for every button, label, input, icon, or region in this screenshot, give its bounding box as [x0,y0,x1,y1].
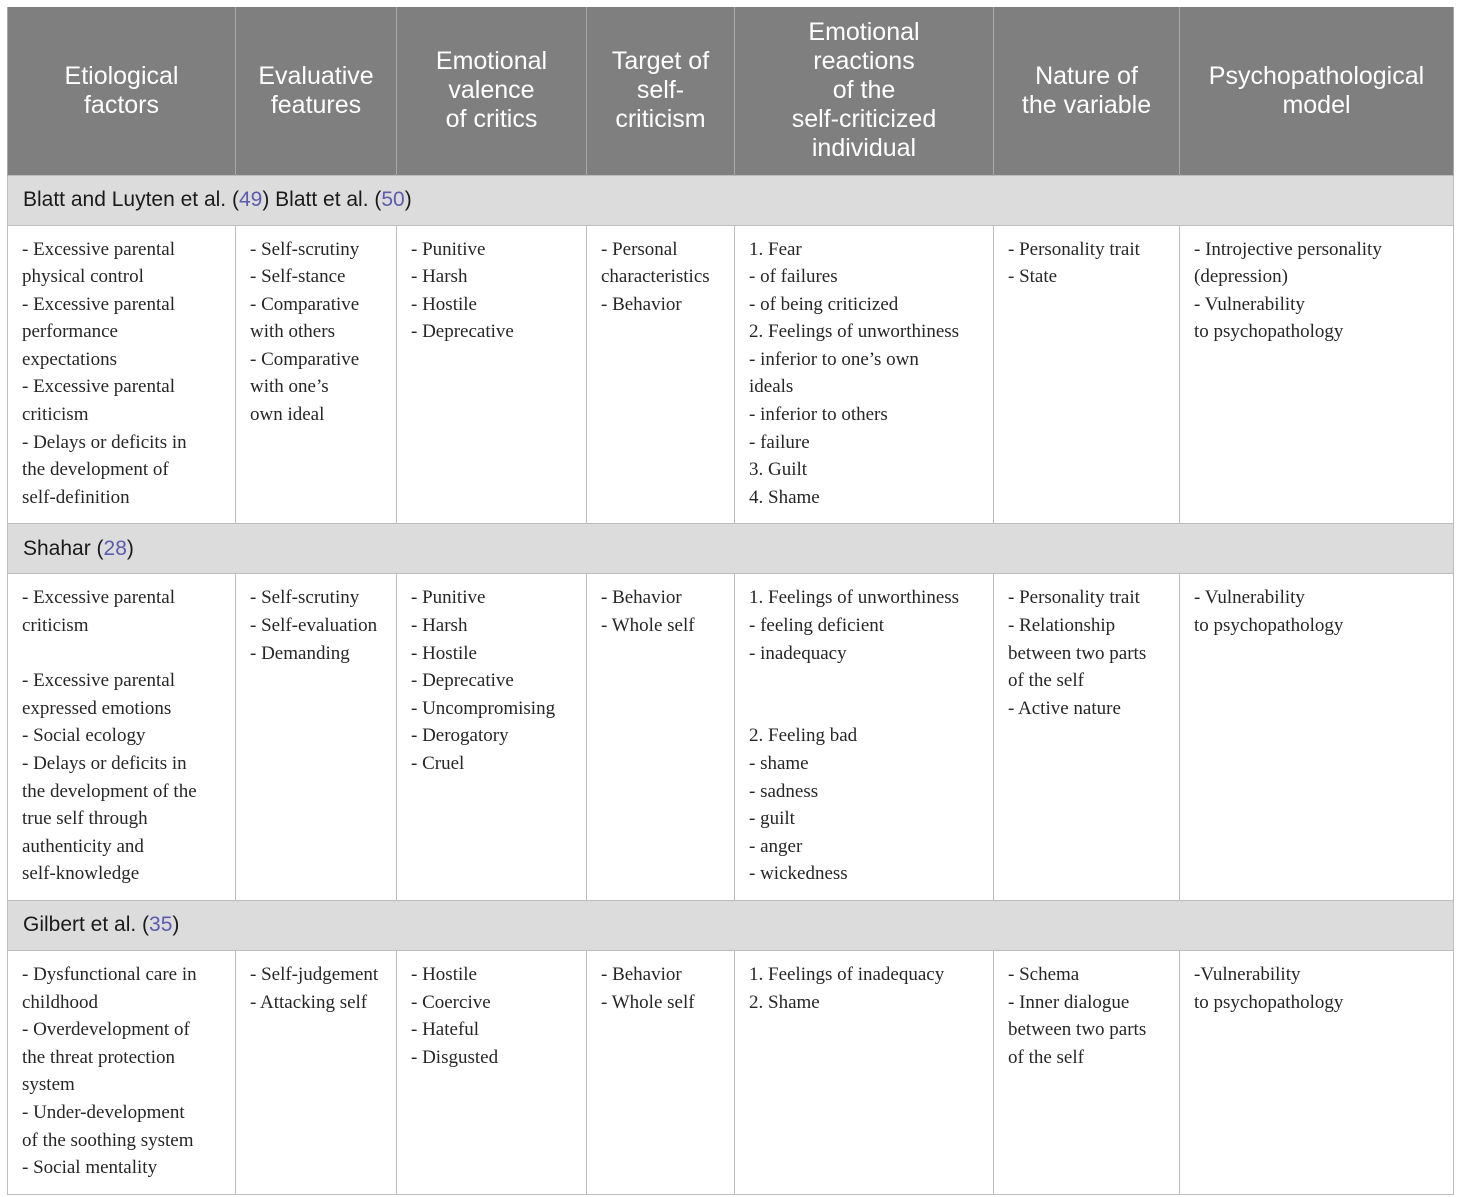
cell-line: - Behavior [601,293,682,315]
column-header-emotional-valence [397,7,587,175]
group-row [8,175,1454,225]
cell-line: - inferior to others [749,404,888,426]
cell-line: - Hostile [411,963,477,985]
cell-line: childhood [22,991,98,1013]
header-line: model [1282,90,1351,119]
cell-line: - Self-scrutiny [250,238,360,260]
header-line: of critics [445,105,538,134]
cell-line: - Vulnerability [1194,587,1305,609]
cell-line: system [22,1074,75,1096]
table-row [8,574,1454,901]
cell-line: (depression) [1194,266,1288,288]
group-title-text: ) [126,536,134,560]
blank-line [749,667,981,695]
cell-line: expressed emotions [22,697,172,719]
cell-line: 2. Shame [749,991,820,1013]
cell-psychopathological-model [1180,950,1454,1194]
header-line: criticism [615,105,706,134]
cell-line: - Excessive parental [22,238,175,260]
cell-line: - Self-evaluation [250,615,378,637]
cell-line: - Comparative [250,293,360,315]
cell-line: - failure [749,431,810,453]
header-line: self- [636,76,685,105]
cell-line: - Excessive parental [22,587,175,609]
cell-line: with others [250,321,335,343]
cell-line: of the self [1008,1046,1084,1068]
cell-line: - Harsh [411,615,468,637]
cell-line: - Relationship [1008,615,1116,637]
column-header-nature-of-variable [994,7,1180,175]
cell-line: - Personality trait [1008,587,1140,609]
cell-line: ideals [749,376,794,398]
cell-line: - inadequacy [749,642,847,664]
header-line: the variable [1021,90,1152,119]
cell-evaluative-features [236,574,397,901]
cell-line: - Demanding [250,642,350,664]
cell-line: the development of [22,459,169,481]
cell-line: - Self-judgement [250,963,379,985]
cell-line: between two parts [1008,642,1147,664]
table-row [8,225,1454,524]
cell-line: - Hostile [411,642,477,664]
cell-line: - of being criticized [749,293,899,315]
header-line: factors [83,90,160,119]
cell-line: characteristics [601,266,710,288]
cell-line: - feeling deficient [749,615,885,637]
header-line: Target of [611,47,710,76]
reference-link[interactable]: 35 [149,913,173,937]
cell-line: the threat protection [22,1046,175,1068]
header-line: valence [448,76,535,105]
cell-line: - Social mentality [22,1157,158,1179]
column-header-psychopathological-model [1180,7,1454,175]
cell-line: criticism [22,615,89,637]
reference-link[interactable]: 50 [381,188,405,211]
header-line: Evaluative [258,61,374,90]
column-header-emotional-reactions [735,7,994,175]
group-title-text: ) [404,188,412,211]
cell-line: - Comparative [250,348,360,370]
cell-target-of-self-criticism [587,225,735,524]
cell-line: 3. Guilt [749,459,808,481]
cell-etiological-factors [8,950,236,1194]
cell-line: - Hateful [411,1019,480,1041]
column-header-etiological-factors [8,7,236,175]
table-body [8,175,1454,1194]
cell-line: - Delays or deficits in [22,431,187,453]
cell-line: to psychopathology [1194,615,1344,637]
cell-line: - Schema [1008,963,1080,985]
header-line: Nature of [1035,61,1138,90]
cell-line: -Vulnerability [1194,963,1301,985]
group-title [8,524,1454,574]
cell-line: to psychopathology [1194,991,1344,1013]
cell-line: self-definition [22,486,130,508]
group-row [8,900,1454,950]
cell-line: performance [22,321,118,343]
reference-link[interactable]: 28 [103,536,127,560]
cell-line: - Whole self [601,615,695,637]
cell-emotional-valence [397,225,587,524]
cell-line: - Personality trait [1008,238,1140,260]
cell-line: - Introjective personality [1194,238,1382,260]
group-title-text: ) Blatt et al. ( [262,188,382,211]
cell-line: - State [1008,266,1058,288]
group-title [8,900,1454,950]
cell-line: - Harsh [411,266,468,288]
cell-etiological-factors [8,225,236,524]
cell-line: - Derogatory [411,725,509,747]
cell-nature-of-variable [994,574,1180,901]
cell-line: - Overdevelopment of [22,1019,190,1041]
cell-emotional-valence [397,574,587,901]
cell-line: - sadness [749,780,819,802]
column-header-evaluative-features [236,7,397,175]
cell-line: 1. Feelings of unworthiness [749,587,960,609]
group-title-text: Blatt and Luyten et al. ( [23,188,239,211]
cell-line: - inferior to one’s own [749,348,919,370]
cell-line: expectations [22,348,117,370]
cell-line: - Disgusted [411,1046,499,1068]
blank-line [22,640,223,668]
cell-emotional-valence [397,950,587,1194]
cell-line: - anger [749,835,803,857]
cell-line: - Active nature [1008,697,1121,719]
cell-line: own ideal [250,404,325,426]
cell-line: - of failures [749,266,838,288]
cell-line: - Coercive [411,991,491,1013]
cell-line: - Self-scrutiny [250,587,360,609]
cell-line: - guilt [749,808,795,830]
cell-line: - Behavior [601,587,682,609]
comparison-table [7,7,1454,1195]
cell-emotional-reactions [735,574,994,901]
cell-line: of the soothing system [22,1129,194,1151]
cell-line: - Punitive [411,587,486,609]
group-row [8,524,1454,574]
group-title-text: ) [172,913,180,937]
table-row [8,950,1454,1194]
cell-line: - Hostile [411,293,477,315]
cell-line: of the self [1008,670,1084,692]
cell-line: self-knowledge [22,863,140,885]
cell-line: to psychopathology [1194,321,1344,343]
cell-line: - wickedness [749,863,848,885]
cell-line: - Under-development [22,1101,185,1123]
cell-line: - Personal [601,238,678,260]
cell-line: - Inner dialogue [1008,991,1130,1013]
header-line: individual [811,134,917,163]
group-title-text: Gilbert et al. ( [23,913,150,937]
header-row [8,7,1454,175]
cell-line: - Punitive [411,238,486,260]
cell-line: - Excessive parental [22,670,175,692]
group-title-text: Shahar ( [23,536,104,560]
cell-line: - Deprecative [411,321,514,343]
header-line: features [270,90,362,119]
cell-emotional-reactions [735,950,994,1194]
cell-nature-of-variable [994,950,1180,1194]
cell-line: between two parts [1008,1019,1147,1041]
cell-line: - Dysfunctional care in [22,963,197,985]
cell-line: - Uncompromising [411,697,556,719]
cell-line: - Delays or deficits in [22,753,187,774]
column-header-target-of-self-criticism [587,7,735,175]
header-line: Emotional [435,47,548,76]
cell-line: criticism [22,404,89,426]
reference-link[interactable]: 49 [238,188,263,211]
cell-evaluative-features [236,225,397,524]
cell-line: 2. Feeling bad [749,725,858,747]
cell-line: true self through [22,808,148,830]
cell-line: - Social ecology [22,725,146,747]
cell-line: - Cruel [411,753,465,774]
cell-psychopathological-model [1180,574,1454,901]
cell-line: 1. Feelings of inadequacy [749,963,945,985]
header-line: Emotional [808,18,920,47]
cell-etiological-factors [8,574,236,901]
cell-line: - Attacking self [250,991,368,1013]
cell-line: with one’s [250,376,329,398]
cell-line: - Behavior [601,963,682,985]
cell-line: the development of the [22,780,197,802]
cell-line: 2. Feelings of unworthiness [749,321,960,343]
table-header [8,7,1454,175]
header-line: Psychopathological [1208,61,1425,90]
cell-line: - Excessive parental [22,376,175,398]
cell-line: - shame [749,753,809,774]
cell-line: 4. Shame [749,486,820,508]
cell-line: 1. Fear [749,238,802,260]
blank-line [749,695,981,723]
header-line: reactions [813,47,915,76]
cell-evaluative-features [236,950,397,1194]
cell-line: - Whole self [601,991,695,1013]
header-line: Etiological [64,61,179,90]
cell-line: authenticity and [22,835,144,857]
header-line: self-criticized [791,105,937,134]
cell-line: physical control [22,266,144,288]
cell-line: - Deprecative [411,670,514,692]
cell-target-of-self-criticism [587,574,735,901]
cell-psychopathological-model [1180,225,1454,524]
cell-line: - Excessive parental [22,293,175,315]
cell-emotional-reactions [735,225,994,524]
cell-target-of-self-criticism [587,950,735,1194]
cell-line: - Self-stance [250,266,346,288]
cell-line: - Vulnerability [1194,293,1305,315]
cell-nature-of-variable [994,225,1180,524]
header-line: of the [832,76,896,105]
group-title [8,175,1454,225]
